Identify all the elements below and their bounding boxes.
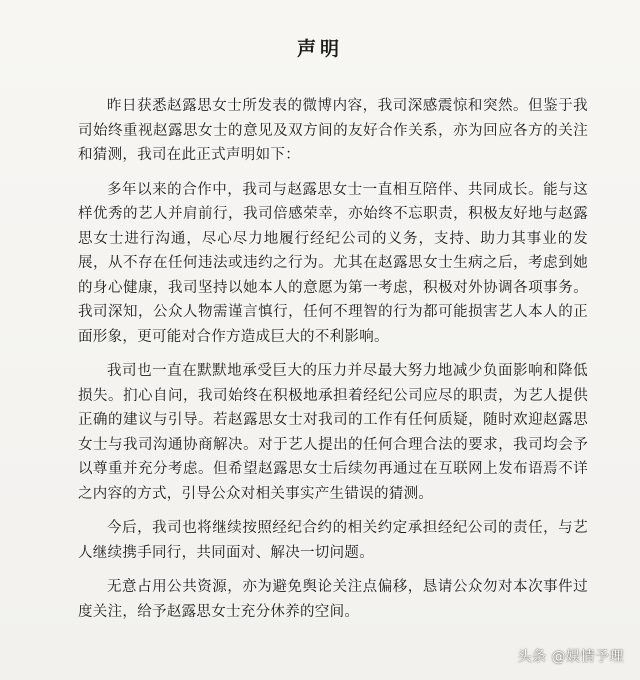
document-title: 声明 xyxy=(296,38,343,60)
document-body xyxy=(78,94,588,634)
paragraph-3: 我司也一直在默默地承受巨大的压力并尽最大努力地减少负面影响和降低损失。扪心自问，我司始终在积极地承担着经纪公司应尽的职责，为艺人提供正确的建议与引导。若赵露思女士对我司的工作有任何质疑，随时欢迎赵露思女士与我司沟通协商解决。对于艺人提出的任何合理合法的要求，我司均会予以尊重并充分考虑。但希望赵露思女士后续勿再通过在互联网上发布语焉不详之内容的方式，引导公众对相关事实产生错误的猜测。 xyxy=(78,363,588,502)
paragraph-4: 今后，我司也将继续按照经纪合约的相关约定承担经纪公司的责任，与艺人继续携手同行，共同面对、解决一切问题。 xyxy=(78,520,588,561)
paragraph-2: 多年以来的合作中，我司与赵露思女士一直相互陪伴、共同成长。能与这样优秀的艺人并肩前行，我司倍感荣幸，亦始终不忘职责，积极友好地与赵露思女士进行沟通，尽心尽力地履行经纪公司的义务，支持、助力其事业的发展，从不存在任何违法或违约之行为。尤其在赵露思女士生病之后，考虑到她的身心健康，我司坚持以她本人的意愿为第一考虑，积极对外协调各项事务。我司深知，公众人物需谨言慎行，任何不理智的行为都可能损害艺人本人的正面形象，更可能对合作方造成巨大的不利影响。 xyxy=(78,181,588,345)
source-watermark: 头条 @娱情予理 xyxy=(517,649,624,665)
paragraph-1: 昨日获悉赵露思女士所发表的微博内容，我司深感震惊和突然。但鉴于我司始终重视赵露思女士的意见及双方间的友好合作关系，亦为回应各方的关注和猜测，我司在此正式声明如下： xyxy=(78,98,588,163)
paragraph-5: 无意占用公共资源，亦为避免舆论关注点偏移，恳请公众勿对本次事件过度关注，给予赵露思女士充分休养的空间。 xyxy=(78,579,588,620)
